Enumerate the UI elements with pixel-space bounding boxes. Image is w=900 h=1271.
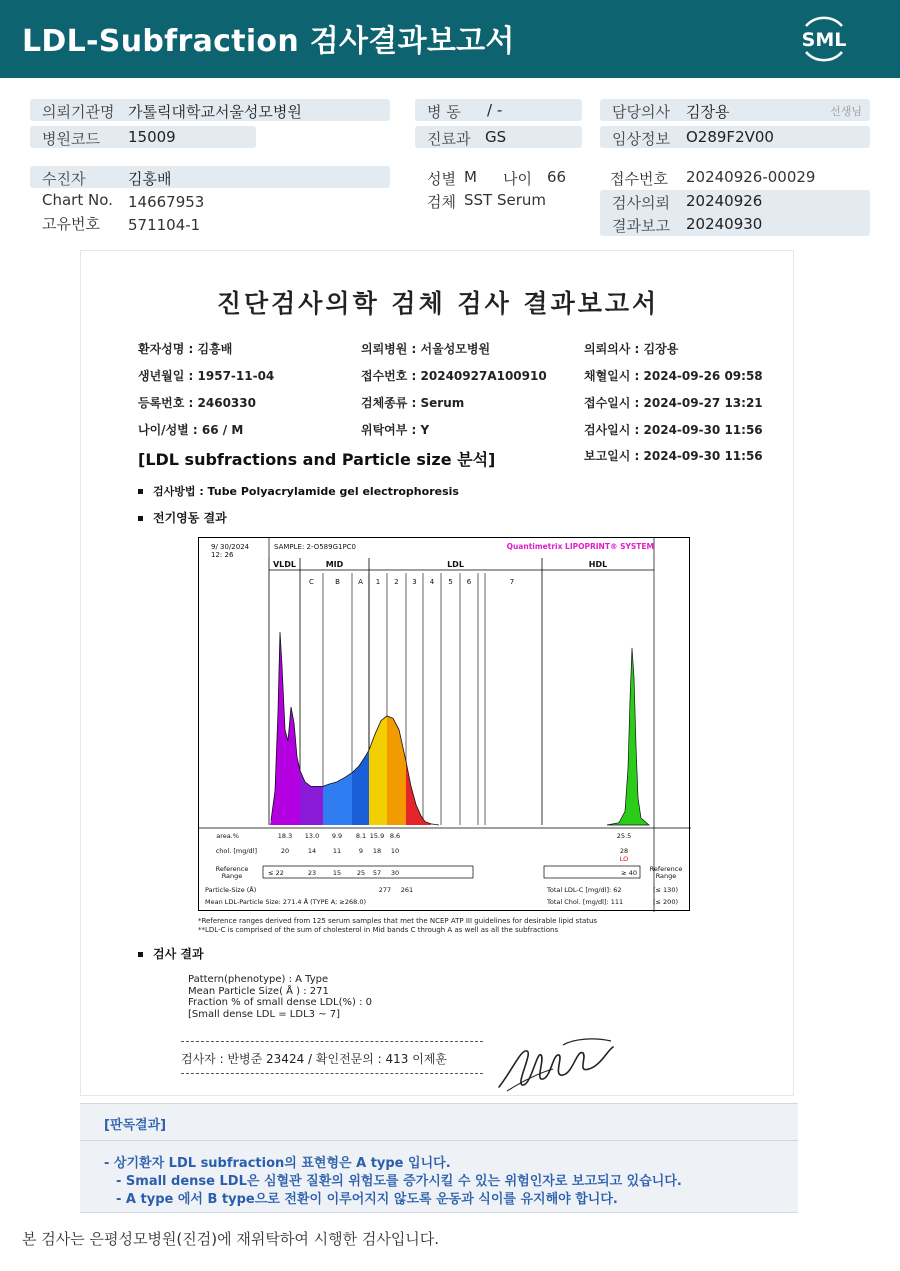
test-request-value: 20240926	[686, 192, 763, 210]
field-receipt-no: 접수번호 : 20240927A100910	[361, 369, 547, 383]
band-label-3: 3	[412, 578, 417, 586]
area-value: 8.6	[389, 832, 401, 840]
bullet-icon	[138, 952, 143, 957]
field-collect-time: 채혈일시 : 2024-09-26 09:58	[584, 369, 763, 383]
ward-row	[415, 99, 582, 121]
total-chol-text: Total Chol. [mg/dl]: 111	[547, 898, 624, 906]
band-label-6: 6	[466, 578, 472, 586]
specimen-label: 검체	[427, 193, 456, 211]
group-label-vldl: VLDL	[272, 560, 297, 569]
result-block	[188, 974, 372, 1020]
footer-note: 본 검사는 은평성모병원(진검)에 재위탁하여 시행한 검사입니다.	[22, 1230, 440, 1248]
row-label-ref-2: Range	[221, 872, 243, 880]
chart-sample: SAMPLE: 2-O589G1PC0	[274, 543, 357, 551]
chart-no-label: Chart No.	[42, 191, 113, 209]
ref-right-label: Reference	[649, 865, 683, 873]
chart-timestamp: 9/ 30/2024	[211, 543, 250, 551]
ward-label: 병 동	[427, 103, 461, 121]
header-bar	[0, 0, 900, 78]
hdl-ref-value: ≥ 40	[621, 869, 637, 877]
hospital-code-value: 15009	[128, 128, 176, 146]
field-req-hospital: 의뢰병원 : 서울성모병원	[361, 342, 491, 356]
chol-value: 20	[280, 847, 290, 855]
result-line: Mean Particle Size( Å ) : 271	[188, 985, 329, 997]
band-label-B: B	[335, 578, 340, 586]
plot-layer	[269, 558, 654, 825]
ref-range-box	[263, 866, 473, 878]
particle-size-label: Particle-Size (Å)	[205, 886, 257, 894]
field-specimen-type: 검체종류 : Serum	[361, 396, 465, 410]
patient-row	[30, 166, 390, 188]
doctor-suffix: 선생님	[830, 105, 862, 118]
ldl1-area	[369, 716, 387, 825]
ref-value: 25	[356, 869, 366, 877]
signature-image	[493, 1029, 618, 1099]
chart-table	[205, 832, 682, 906]
result-line: [Small dense LDL = LDL3 ~ 7]	[188, 1008, 341, 1020]
ref-value: 30	[390, 869, 400, 877]
receipt-no-label: 접수번호	[610, 170, 668, 188]
area-value: 25.5	[616, 832, 632, 840]
doctor-value: 김장용	[686, 103, 730, 121]
chol-value: 10	[390, 847, 400, 855]
method-bullet	[138, 483, 459, 499]
ref-right-label-2: Range	[655, 872, 677, 880]
chart-svg	[199, 538, 691, 912]
result-line: Pattern(phenotype) : A Type	[188, 974, 329, 985]
band-label-A: A	[358, 578, 363, 586]
electrophoresis-chart	[198, 537, 690, 911]
band-label-5: 5	[448, 578, 453, 586]
unique-no-value: 571104-1	[128, 216, 201, 234]
area-value: 15.9	[369, 832, 385, 840]
svg-text:SML: SML	[801, 29, 847, 51]
field-report-time: 보고일시 : 2024-09-30 11:56	[584, 449, 763, 463]
requester-value: 가톨릭대학교서울성모병원	[128, 103, 302, 121]
result-heading: 검사 결과	[153, 947, 204, 961]
ref-value: 23	[307, 869, 317, 877]
report-subtitle: [LDL subfractions and Particle size 분석]	[138, 450, 496, 469]
doctor-row	[600, 99, 870, 121]
field-reg-no: 등록번호 : 2460330	[138, 396, 256, 410]
band-label-4: 4	[429, 578, 435, 586]
receipt-no-value: 20240926-00029	[686, 168, 816, 186]
result-line: Fraction % of small dense LDL(%) : 0	[188, 997, 373, 1008]
bullet-icon	[138, 489, 143, 494]
test-request-label: 검사의뢰	[612, 194, 670, 212]
group-label-mid: MID	[325, 560, 344, 569]
clinical-label: 임상정보	[612, 130, 670, 148]
field-patient-name: 환자성명 : 김흥배	[138, 342, 233, 356]
sign-divider	[181, 1073, 483, 1074]
sex-label: 성별	[427, 170, 456, 188]
group-label-ldl: LDL	[447, 560, 464, 569]
chol-value: 9	[358, 847, 364, 855]
band-label-C: C	[309, 578, 314, 586]
result-report-label: 결과보고	[612, 217, 670, 235]
unique-no-label: 고유번호	[42, 215, 100, 233]
interpretation-divider	[80, 1140, 798, 1141]
chart-no-value: 14667953	[128, 193, 205, 211]
hospital-code-label: 병원코드	[42, 130, 100, 148]
clinical-row	[600, 126, 870, 148]
chol-value: 14	[307, 847, 317, 855]
scanned-report	[80, 250, 794, 1096]
note-line: *Reference ranges derived from 125 serum samples that met the NCEP ATP III guidelines for desirable lipid status	[198, 917, 598, 925]
particle-size-value: 277	[378, 886, 392, 894]
interpretation-line: - 상기환자 LDL subfraction의 표현형은 A type 입니다.	[104, 1156, 451, 1171]
age-value: 66	[547, 168, 567, 186]
ref-value: 15	[332, 869, 342, 877]
method-text: 검사방법 : Tube Polyacrylamide gel electrophoresis	[153, 485, 459, 498]
result-bullet	[138, 945, 204, 962]
total-chol-range: (≤ 200)	[653, 898, 678, 906]
electro-text: 전기영동 결과	[153, 511, 227, 525]
chart-timestamp-time: 12: 26	[211, 551, 234, 559]
vldl-area	[269, 632, 300, 825]
electro-bullet	[138, 509, 227, 526]
area-value: 8.1	[355, 832, 367, 840]
ward-value: / -	[487, 101, 503, 119]
ref-value: ≤ 22	[268, 869, 284, 877]
interpretation-box	[80, 1103, 798, 1213]
age-label: 나이	[503, 170, 532, 188]
area-value: 18.3	[277, 832, 293, 840]
request-report-block	[600, 190, 870, 236]
specimen-value: SST Serum	[464, 191, 547, 209]
band-label-2: 2	[394, 578, 399, 586]
row-label-area: area.%	[216, 832, 239, 840]
chol-value: 28	[619, 847, 629, 855]
requester-label: 의뢰기관명	[42, 103, 115, 121]
result-report-value: 20240930	[686, 215, 763, 233]
ref-value: 57	[372, 869, 382, 877]
interpretation-line: - A type 에서 B type으로 전환이 이루어지지 않도록 운동과 식이를 유지해야 합니다.	[116, 1192, 618, 1207]
mid-a-area	[352, 750, 369, 825]
area-value: 9.9	[331, 832, 343, 840]
field-receipt-time: 접수일시 : 2024-09-27 13:21	[584, 396, 763, 410]
ldl2-area	[387, 716, 406, 825]
page-title: LDL-Subfraction 검사결과보고서	[22, 24, 515, 59]
group-label-hdl: HDL	[588, 560, 608, 569]
sex-value: M	[464, 168, 477, 186]
bullet-icon	[138, 516, 143, 521]
chart-notes	[198, 917, 597, 935]
interpretation-heading: [판독결과]	[104, 1118, 167, 1133]
particle-size-value: 261	[400, 886, 414, 894]
chart-brand: Quantimetrix LIPOPRINT® SYSTEM	[506, 542, 654, 551]
mean-size-text: Mean LDL-Particle Size: 271.4 Å (TYPE A; ≥268.0)	[205, 898, 366, 906]
sml-logo	[796, 12, 852, 66]
requester-row	[30, 99, 390, 121]
patient-value: 김홍배	[128, 170, 172, 188]
field-birth: 생년월일 : 1957-11-04	[138, 369, 275, 383]
sign-divider	[181, 1041, 483, 1042]
band-label-1: 1	[375, 578, 381, 586]
hospital-code-row	[30, 126, 256, 148]
row-label-chol: chol. [mg/dl]	[215, 847, 257, 855]
doctor-label: 담당의사	[612, 103, 670, 121]
field-test-time: 검사일시 : 2024-09-30 11:56	[584, 423, 763, 437]
field-consign: 위탁여부 : Y	[361, 423, 430, 437]
note-line: **LDL-C is comprised of the sum of cholesterol in Mid bands C through A as well as all the subfractions	[198, 926, 559, 934]
dept-label: 진료과	[427, 130, 471, 148]
signer-text: 검사자 : 반병준 23424 / 확인전문의 : 413 이제훈	[181, 1052, 448, 1066]
report-title: 진단검사의학 검체 검사 결과보고서	[216, 289, 660, 318]
ldl3-area	[406, 761, 431, 825]
band-label-7: 7	[509, 578, 515, 586]
chol-value: 11	[332, 847, 342, 855]
field-age-sex: 나이/성별 : 66 / M	[138, 423, 244, 437]
total-ldl-text: Total LDL-C [mg/dl]: 62	[547, 886, 622, 894]
hdl-area	[607, 648, 649, 825]
field-req-doctor: 의뢰의사 : 김장용	[584, 342, 679, 356]
clinical-value: O289F2V00	[686, 128, 774, 146]
mid-b-area	[323, 773, 352, 825]
dept-row	[415, 126, 582, 148]
chol-value: 18	[372, 847, 382, 855]
interpretation-line: - Small dense LDL은 심혈관 질환의 위험도를 증가시킬 수 있는 위험인자로 보고되고 있습니다.	[116, 1174, 682, 1189]
patient-label: 수진자	[42, 170, 86, 188]
hdl-flag: LO	[619, 855, 629, 863]
dept-value: GS	[485, 128, 507, 146]
row-label-ref: Reference	[215, 865, 249, 873]
total-ldl-range: (≤ 130)	[653, 886, 678, 894]
area-value: 13.0	[304, 832, 320, 840]
